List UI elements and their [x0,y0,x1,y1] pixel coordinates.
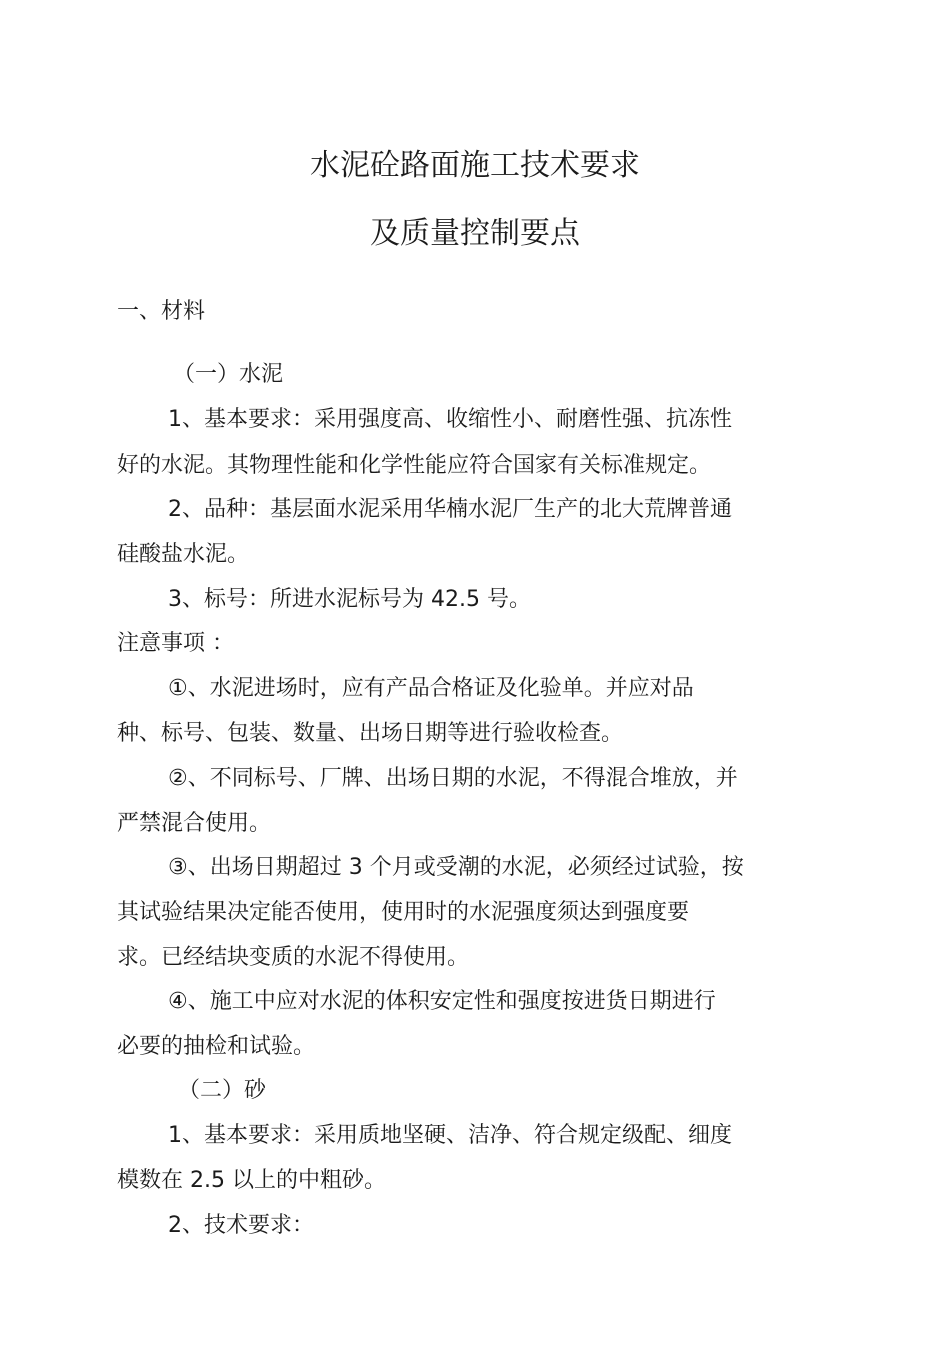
paragraph-line: ①、水泥进场时，应有产品合格证及化验单。并应对品 [168,676,694,701]
paragraph-line: 3、标号：所进水泥标号为 42.5 号。 [168,587,531,612]
paragraph-line: 1、基本要求：采用质地坚硬、洁净、符合规定级配、细度 [168,1123,732,1148]
paragraph-line: 1、基本要求：采用强度高、收缩性小、耐磨性强、抗冻性 [168,407,732,432]
paragraph-line: ④、施工中应对水泥的体积安定性和强度按进货日期进行 [168,989,716,1014]
notes-heading: 注意事项 ： [117,631,234,656]
paragraph-line: 种、标号、包装、数量、出场日期等进行验收检查。 [117,721,624,746]
paragraph-line: 2、技术要求： [168,1213,314,1238]
paragraph-line: ②、不同标号、厂牌、出场日期的水泥，不得混合堆放，并 [168,766,738,791]
paragraph-line: 严禁混合使用。 [117,811,272,836]
document-title-line-2: 及质量控制要点 [370,216,580,251]
paragraph-line: 硅酸盐水泥。 [117,542,250,567]
paragraph-line: 必要的抽检和试验。 [117,1034,316,1059]
document-title-line-1: 水泥砼路面施工技术要求 [310,148,640,183]
paragraph-line: 其试验结果决定能否使用，使用时的水泥强度须达到强度要 [117,900,690,925]
paragraph-line: 模数在 2.5 以上的中粗砂。 [117,1168,386,1193]
paragraph-line: ③、出场日期超过 3 个月或受潮的水泥，必须经过试验，按 [168,855,744,880]
section-heading-materials: 一、材料 [117,299,206,324]
subsection-heading-cement: （一）水泥 [173,362,284,387]
paragraph-line: 2、品种：基层面水泥采用华楠水泥厂生产的北大荒牌普通 [168,497,732,522]
subsection-heading-sand: （二）砂 [178,1078,267,1103]
paragraph-line: 好的水泥。其物理性能和化学性能应符合国家有关标准规定。 [117,453,712,478]
paragraph-line: 求。已经结块变质的水泥不得使用。 [117,945,470,970]
